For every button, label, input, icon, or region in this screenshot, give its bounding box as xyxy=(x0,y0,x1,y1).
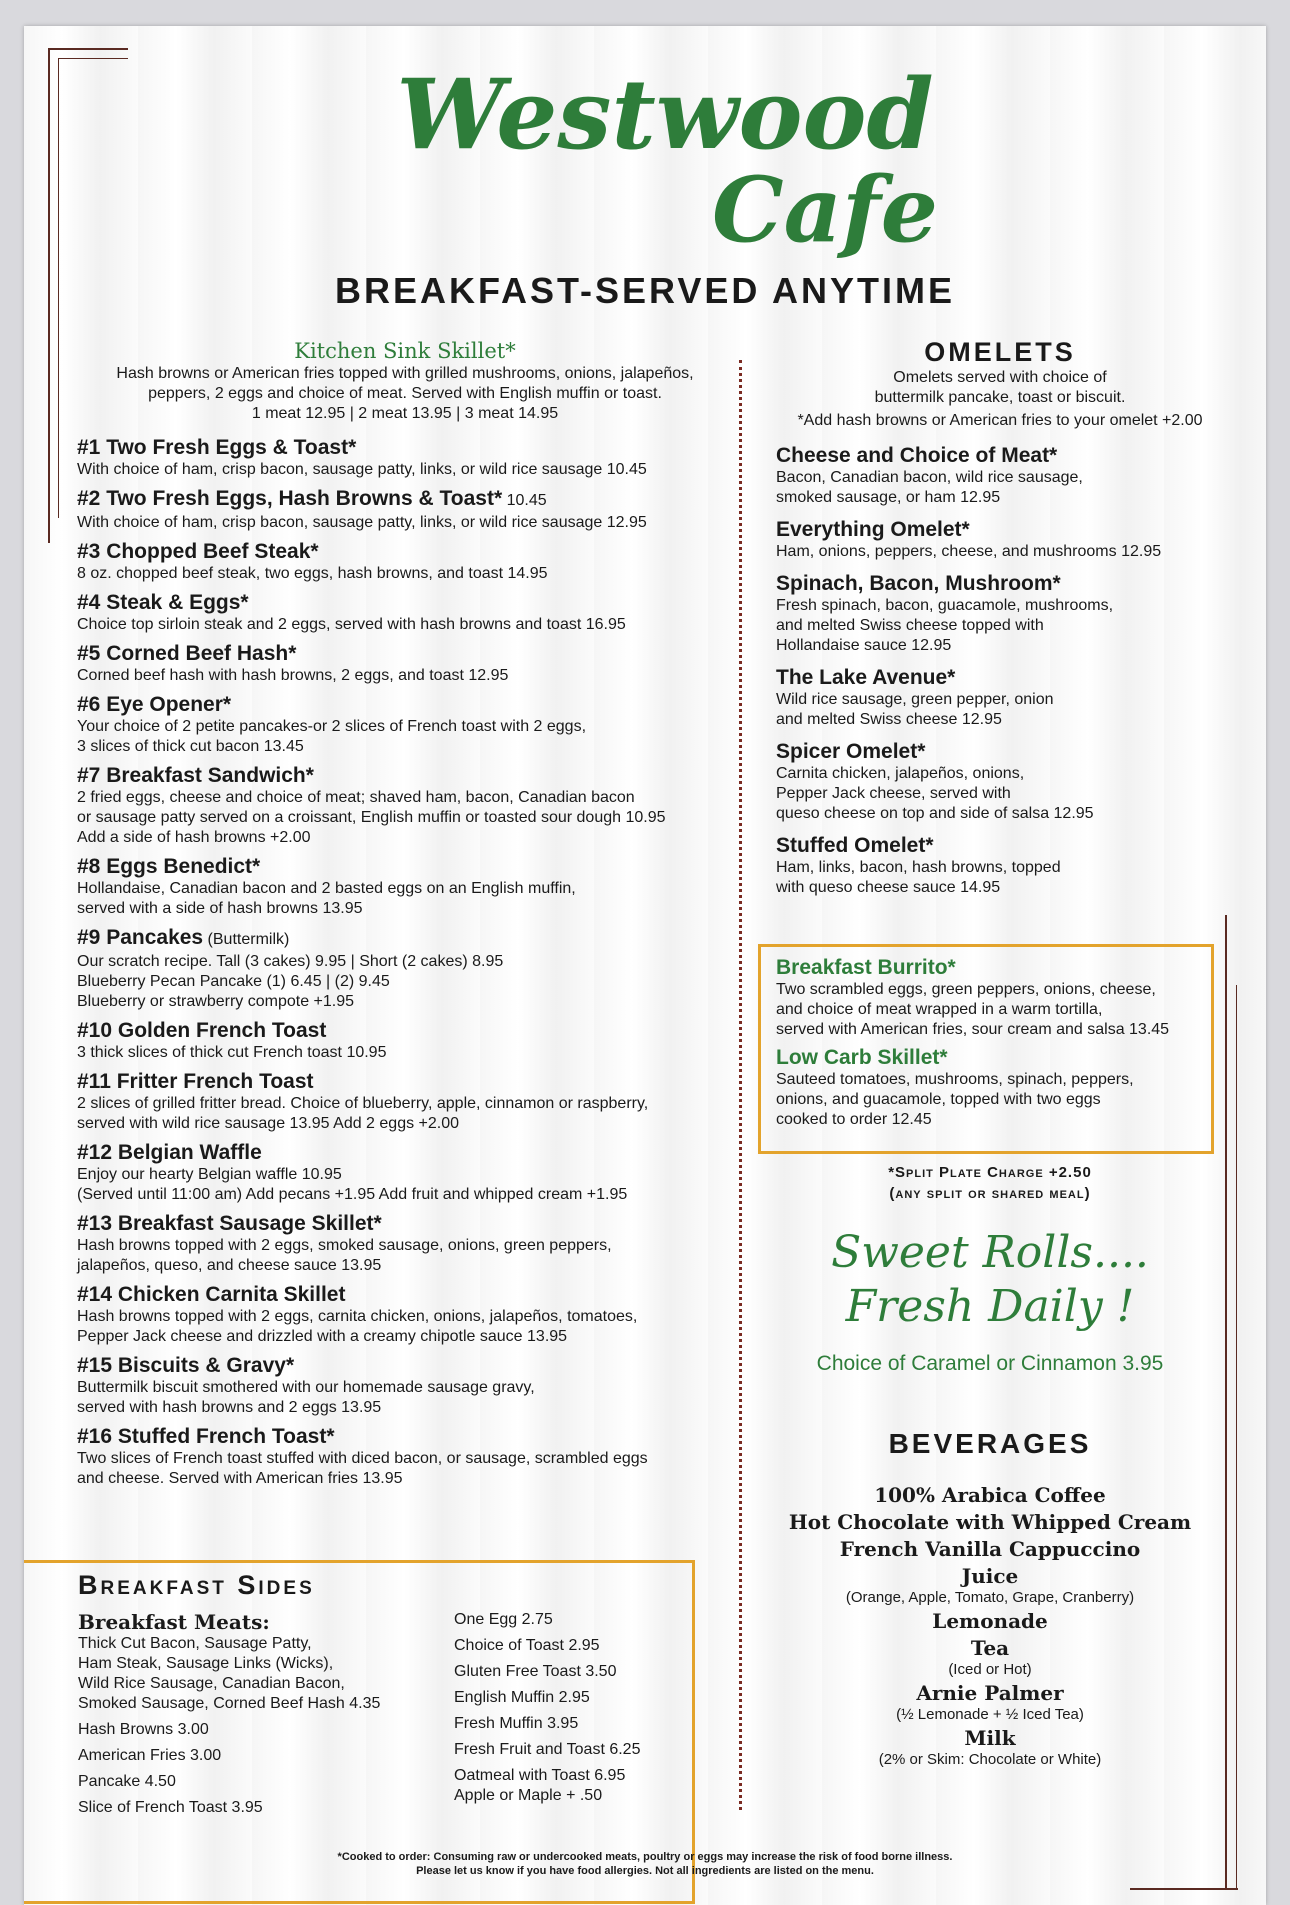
special-item-desc: and choice of meat wrapped in a warm tortilla, xyxy=(776,1001,1103,1018)
menu-item-title xyxy=(77,1212,727,1236)
kitchen-sink-desc: peppers, 2 eggs and choice of meat. Served with English muffin or toast. xyxy=(148,385,662,402)
menu-item xyxy=(77,693,727,757)
special-item-desc: Sauteed tomatoes, mushrooms, spinach, peppers, xyxy=(776,1071,1134,1088)
side-item: American Fries 3.00 xyxy=(78,1747,222,1764)
menu-item-desc: Enjoy our hearty Belgian waffle 10.95 xyxy=(77,1166,342,1183)
omelet-item-desc: Ham, onions, peppers, cheese, and mushrooms 12.95 xyxy=(776,543,1162,560)
menu-item-desc: 3 slices of thick cut bacon 13.45 xyxy=(77,738,304,755)
omelet-item-title: Spinach, Bacon, Mushroom* xyxy=(776,572,1061,595)
menu-item-name: #12 Belgian Waffle xyxy=(77,1141,262,1164)
menu-item xyxy=(77,1354,727,1418)
right-border-rule-inner xyxy=(1236,985,1237,1890)
menu-item-name: #3 Chopped Beef Steak* xyxy=(77,540,319,563)
omelet-item-desc: Carnita chicken, jalapeños, onions, xyxy=(776,765,1025,782)
top-left-rule xyxy=(48,48,128,50)
menu-item-name: #5 Corned Beef Hash* xyxy=(77,642,297,665)
beverage-name: Milk xyxy=(964,1726,1016,1750)
menu-item-desc: or sausage patty served on a croissant, English muffin or toasted sour dough 10.95 xyxy=(77,809,666,826)
omelets-header xyxy=(760,336,1240,431)
menu-item xyxy=(77,1141,727,1205)
page-title: BREAKFAST-SERVED ANYTIME xyxy=(334,270,956,311)
sweet-rolls-line: Sweet Rolls.... xyxy=(831,1227,1149,1278)
menu-item-desc: Buttermilk biscuit smothered with our homemade sausage gravy, xyxy=(77,1379,535,1396)
menu-item-desc: Hash browns topped with 2 eggs, smoked sausage, onions, green peppers, xyxy=(77,1237,612,1254)
beverage-item xyxy=(760,1563,1220,1607)
omelet-item-desc: and melted Swiss cheese topped with xyxy=(776,617,1044,634)
side-item: One Egg 2.75 xyxy=(454,1611,553,1628)
beverage-sub: (2% or Skim: Chocolate or White) xyxy=(878,1751,1102,1768)
menu-item-title xyxy=(77,540,727,564)
menu-item xyxy=(77,591,727,635)
menu-item-name: #15 Biscuits & Gravy* xyxy=(77,1354,295,1377)
sides-left-column xyxy=(78,1610,428,1818)
menu-item-desc: served with a side of hash browns 13.95 xyxy=(77,900,363,917)
menu-item-title xyxy=(77,1283,727,1307)
special-item xyxy=(776,956,1206,1040)
menu-item xyxy=(77,1425,727,1489)
beverage-sub: (½ Lemonade + ½ Iced Tea) xyxy=(896,1706,1084,1723)
side-item: Choice of Toast 2.95 xyxy=(454,1637,600,1654)
menu-item-desc: Our scratch recipe. Tall (3 cakes) 9.95 | Short (2 cakes) 8.95 xyxy=(77,953,504,970)
menu-item-title xyxy=(77,1070,727,1094)
bottom-right-rule xyxy=(1130,1888,1238,1890)
menu-item-extra: 10.45 xyxy=(502,492,547,509)
omelets-addon-note: *Add hash browns or American fries to your omelet +2.00 xyxy=(797,412,1203,429)
menu-item-title xyxy=(77,1425,727,1449)
sides-meats-desc: Smoked Sausage, Corned Beef Hash 4.35 xyxy=(78,1695,381,1712)
omelet-item-desc: smoked sausage, or ham 12.95 xyxy=(776,489,1001,506)
menu-item-desc: Blueberry Pecan Pancake (1) 6.45 | (2) 9.45 xyxy=(77,973,390,990)
menu-item-title xyxy=(77,855,727,879)
menu-item-title xyxy=(77,764,727,788)
menu-item xyxy=(77,1019,727,1063)
omelet-item-desc: Ham, links, bacon, hash browns, topped xyxy=(776,859,1061,876)
menu-item-desc: and cheese. Served with American fries 13.95 xyxy=(77,1470,403,1487)
allergy-footer xyxy=(60,1850,1230,1878)
beverage-item xyxy=(760,1680,1220,1724)
beverage-sub: (Orange, Apple, Tomato, Grape, Cranberry) xyxy=(845,1589,1135,1606)
menu-item-desc: served with hash browns and 2 eggs 13.95 xyxy=(77,1399,382,1416)
omelet-item-desc: Pepper Jack cheese, served with xyxy=(776,785,1011,802)
side-item: Slice of French Toast 3.95 xyxy=(78,1799,263,1816)
kitchen-sink-desc: Hash browns or American fries topped with grilled mushrooms, onions, jalapeños, xyxy=(116,365,694,382)
omelets-title: OMELETS xyxy=(924,337,1076,367)
beverage-name: 100% Arabica Coffee xyxy=(874,1483,1106,1507)
omelet-item-title: The Lake Avenue* xyxy=(776,666,956,689)
menu-item xyxy=(77,764,727,848)
footer-line: Please let us know if you have food allergies. Not all ingredients are listed on the menu. xyxy=(416,1865,874,1877)
beverage-name: Hot Chocolate with Whipped Cream xyxy=(788,1510,1192,1534)
side-item: Fresh Muffin 3.95 xyxy=(454,1715,579,1732)
sides-title: Breakfast Sides xyxy=(78,1570,315,1600)
menu-item-name: #16 Stuffed French Toast* xyxy=(77,1425,335,1448)
breakfast-items-list xyxy=(77,436,727,1496)
beverage-name: Arnie Palmer xyxy=(916,1681,1064,1705)
omelet-item-desc: Wild rice sausage, green pepper, onion xyxy=(776,691,1054,708)
menu-item-name: #7 Breakfast Sandwich* xyxy=(77,764,314,787)
side-item: Oatmeal with Toast 6.95 xyxy=(454,1767,626,1784)
footer-line: *Cooked to order: Consuming raw or undercooked meats, poultry or eggs may increase the risk of food borne illness. xyxy=(337,1851,953,1863)
omelet-item-desc: and melted Swiss cheese 12.95 xyxy=(776,711,1002,728)
kitchen-sink-prices: 1 meat 12.95 | 2 meat 13.95 | 3 meat 14.95 xyxy=(251,405,559,422)
menu-item-desc: Your choice of 2 petite pancakes-or 2 slices of French toast with 2 eggs, xyxy=(77,718,587,735)
menu-item-desc: Pepper Jack cheese and drizzled with a creamy chipotle sauce 13.95 xyxy=(77,1328,568,1345)
menu-item-title xyxy=(77,926,727,952)
menu-item xyxy=(77,1212,727,1276)
menu-item xyxy=(77,855,727,919)
menu-item-title xyxy=(77,1141,727,1165)
menu-item-desc: Blueberry or strawberry compote +1.95 xyxy=(77,993,355,1010)
special-item xyxy=(776,1046,1206,1130)
special-item-desc: onions, and guacamole, topped with two eggs xyxy=(776,1091,1101,1108)
menu-item-desc: Hollandaise, Canadian bacon and 2 basted eggs on an English muffin, xyxy=(77,880,576,897)
menu-item-desc: Choice top sirloin steak and 2 eggs, served with hash browns and toast 16.95 xyxy=(77,616,626,633)
special-item-desc: cooked to order 12.45 xyxy=(776,1111,932,1128)
omelet-item-title: Stuffed Omelet* xyxy=(776,834,934,857)
menu-item-desc: served with wild rice sausage 13.95 Add 2 eggs +2.00 xyxy=(77,1115,460,1132)
omelet-item-desc: with queso cheese sauce 14.95 xyxy=(776,879,1001,896)
menu-item-title xyxy=(77,487,727,513)
menu-item-name: #11 Fritter French Toast xyxy=(77,1070,314,1093)
side-item: Hash Browns 3.00 xyxy=(78,1721,209,1738)
sides-meats-desc: Wild Rice Sausage, Canadian Bacon, xyxy=(78,1675,345,1692)
beverages-list xyxy=(760,1482,1220,1770)
menu-item xyxy=(77,436,727,480)
beverage-item xyxy=(760,1509,1220,1535)
omelets-list xyxy=(776,444,1216,908)
omelet-item-title: Spicer Omelet* xyxy=(776,740,926,763)
menu-item xyxy=(77,1070,727,1134)
menu-item-title xyxy=(77,1019,727,1043)
omelet-item-desc: Hollandaise sauce 12.95 xyxy=(776,637,952,654)
omelet-item xyxy=(776,444,1216,508)
kitchen-sink-section xyxy=(80,338,730,424)
menu-item-name: #9 Pancakes xyxy=(77,926,204,949)
omelet-item xyxy=(776,834,1216,898)
omelet-item xyxy=(776,572,1216,656)
beverage-item xyxy=(760,1608,1220,1634)
menu-item-name: #13 Breakfast Sausage Skillet* xyxy=(77,1212,382,1235)
omelet-item-desc: Fresh spinach, bacon, guacamole, mushrooms, xyxy=(776,597,1114,614)
special-item-desc: served with American fries, sour cream and salsa 13.45 xyxy=(776,1021,1170,1038)
menu-item-name: #2 Two Fresh Eggs, Hash Browns & Toast* xyxy=(77,487,503,510)
brand-line-1: Westwood xyxy=(396,58,934,171)
menu-item xyxy=(77,926,727,1012)
omelet-item-desc: Bacon, Canadian bacon, wild rice sausage, xyxy=(776,469,1083,486)
menu-item-desc: With choice of ham, crisp bacon, sausage patty, links, or wild rice sausage 12.95 xyxy=(77,514,647,531)
menu-item xyxy=(77,487,727,533)
menu-item-name: #4 Steak & Eggs* xyxy=(77,591,249,614)
omelets-intro: buttermilk pancake, toast or biscuit. xyxy=(874,389,1126,406)
beverages-title: BEVERAGES xyxy=(888,1428,1092,1459)
menu-item-desc: 2 slices of grilled fritter bread. Choice of blueberry, apple, cinnamon or raspberry, xyxy=(77,1095,649,1112)
beverage-item xyxy=(760,1635,1220,1679)
menu-item-name: #1 Two Fresh Eggs & Toast* xyxy=(77,436,357,459)
beverage-item xyxy=(760,1725,1220,1769)
menu-item-title xyxy=(77,642,727,666)
omelet-item-desc: queso cheese on top and side of salsa 12.95 xyxy=(776,805,1094,822)
side-item: English Muffin 2.95 xyxy=(454,1689,590,1706)
omelet-item-title: Everything Omelet* xyxy=(776,518,970,541)
menu-item-desc: With choice of ham, crisp bacon, sausage patty, links, or wild rice sausage 10.45 xyxy=(77,461,647,478)
special-item-title: Low Carb Skillet* xyxy=(776,1046,948,1069)
menu-item-desc: (Served until 11:00 am) Add pecans +1.95 Add fruit and whipped cream +1.95 xyxy=(77,1186,628,1203)
beverage-name: Juice xyxy=(961,1564,1019,1588)
menu-item-extra: (Buttermilk) xyxy=(203,931,290,948)
menu-item-name: #6 Eye Opener* xyxy=(77,693,232,716)
side-item: Fresh Fruit and Toast 6.25 xyxy=(454,1741,641,1758)
beverage-item xyxy=(760,1482,1220,1508)
omelet-item xyxy=(776,666,1216,730)
menu-item-name: #14 Chicken Carnita Skillet xyxy=(77,1283,346,1306)
split-plate-line: (any split or shared meal) xyxy=(889,1185,1091,1202)
sides-meats-desc: Ham Steak, Sausage Links (Wicks), xyxy=(78,1655,334,1672)
beverage-name: French Vanilla Cappuccino xyxy=(839,1537,1141,1561)
sweet-rolls-heading xyxy=(780,1226,1200,1334)
menu-item-desc: Two slices of French toast stuffed with diced bacon, or sausage, scrambled eggs xyxy=(77,1450,648,1467)
menu-item-desc: 2 fried eggs, cheese and choice of meat; shaved ham, bacon, Canadian bacon xyxy=(77,789,635,806)
side-item: Gluten Free Toast 3.50 xyxy=(454,1663,617,1680)
top-left-rule-inner xyxy=(58,58,128,59)
menu-item-title xyxy=(77,591,727,615)
menu-item xyxy=(77,642,727,686)
sides-meats-title: Breakfast Meats: xyxy=(78,1610,270,1634)
menu-item-desc: Hash browns topped with 2 eggs, carnita chicken, onions, jalapeños, tomatoes, xyxy=(77,1308,638,1325)
beverage-name: Tea xyxy=(970,1636,1010,1660)
beverage-name: Lemonade xyxy=(932,1609,1048,1633)
sweet-rolls-line: Fresh Daily ! xyxy=(845,1281,1135,1332)
sides-right-column xyxy=(454,1610,684,1806)
brand-line-2: Cafe xyxy=(712,157,938,263)
sides-meats-desc: Thick Cut Bacon, Sausage Patty, xyxy=(78,1635,312,1652)
right-border-rule xyxy=(1225,915,1227,1890)
menu-item xyxy=(77,540,727,584)
menu-item-title xyxy=(77,1354,727,1378)
omelet-item xyxy=(776,518,1216,562)
side-item: Pancake 4.50 xyxy=(78,1773,176,1790)
menu-item-desc: 3 thick slices of thick cut French toast 10.95 xyxy=(77,1044,387,1061)
omelet-item-title: Cheese and Choice of Meat* xyxy=(776,444,1058,467)
sweet-rolls-choice: Choice of Caramel or Cinnamon 3.95 xyxy=(816,1352,1164,1375)
column-divider xyxy=(739,360,742,1810)
special-item-title: Breakfast Burrito* xyxy=(776,956,956,979)
menu-item-title xyxy=(77,436,727,460)
menu-item-desc: Corned beef hash with hash browns, 2 eggs, and toast 12.95 xyxy=(77,667,509,684)
side-item-extra: Apple or Maple + .50 xyxy=(454,1787,603,1804)
beverage-item xyxy=(760,1536,1220,1562)
split-plate-line: *Split Plate Charge +2.50 xyxy=(888,1164,1092,1181)
beverage-sub: (Iced or Hot) xyxy=(948,1661,1032,1678)
menu-item-desc: Add a side of hash browns +2.00 xyxy=(77,829,311,846)
menu-item-name: #8 Eggs Benedict* xyxy=(77,855,261,878)
menu-item-name: #10 Golden French Toast xyxy=(77,1019,327,1042)
menu-item-desc: 8 oz. chopped beef steak, two eggs, hash browns, and toast 14.95 xyxy=(77,565,548,582)
specials-list xyxy=(776,956,1206,1136)
omelet-item xyxy=(776,740,1216,824)
special-item-desc: Two scrambled eggs, green peppers, onions, cheese, xyxy=(776,981,1156,998)
menu-item xyxy=(77,1283,727,1347)
split-plate-note xyxy=(760,1162,1220,1204)
kitchen-sink-title: Kitchen Sink Skillet* xyxy=(294,339,516,363)
omelets-intro: Omelets served with choice of xyxy=(893,369,1107,386)
menu-item-title xyxy=(77,693,727,717)
menu-item-desc: jalapeños, queso, and cheese sauce 13.95 xyxy=(77,1257,382,1274)
